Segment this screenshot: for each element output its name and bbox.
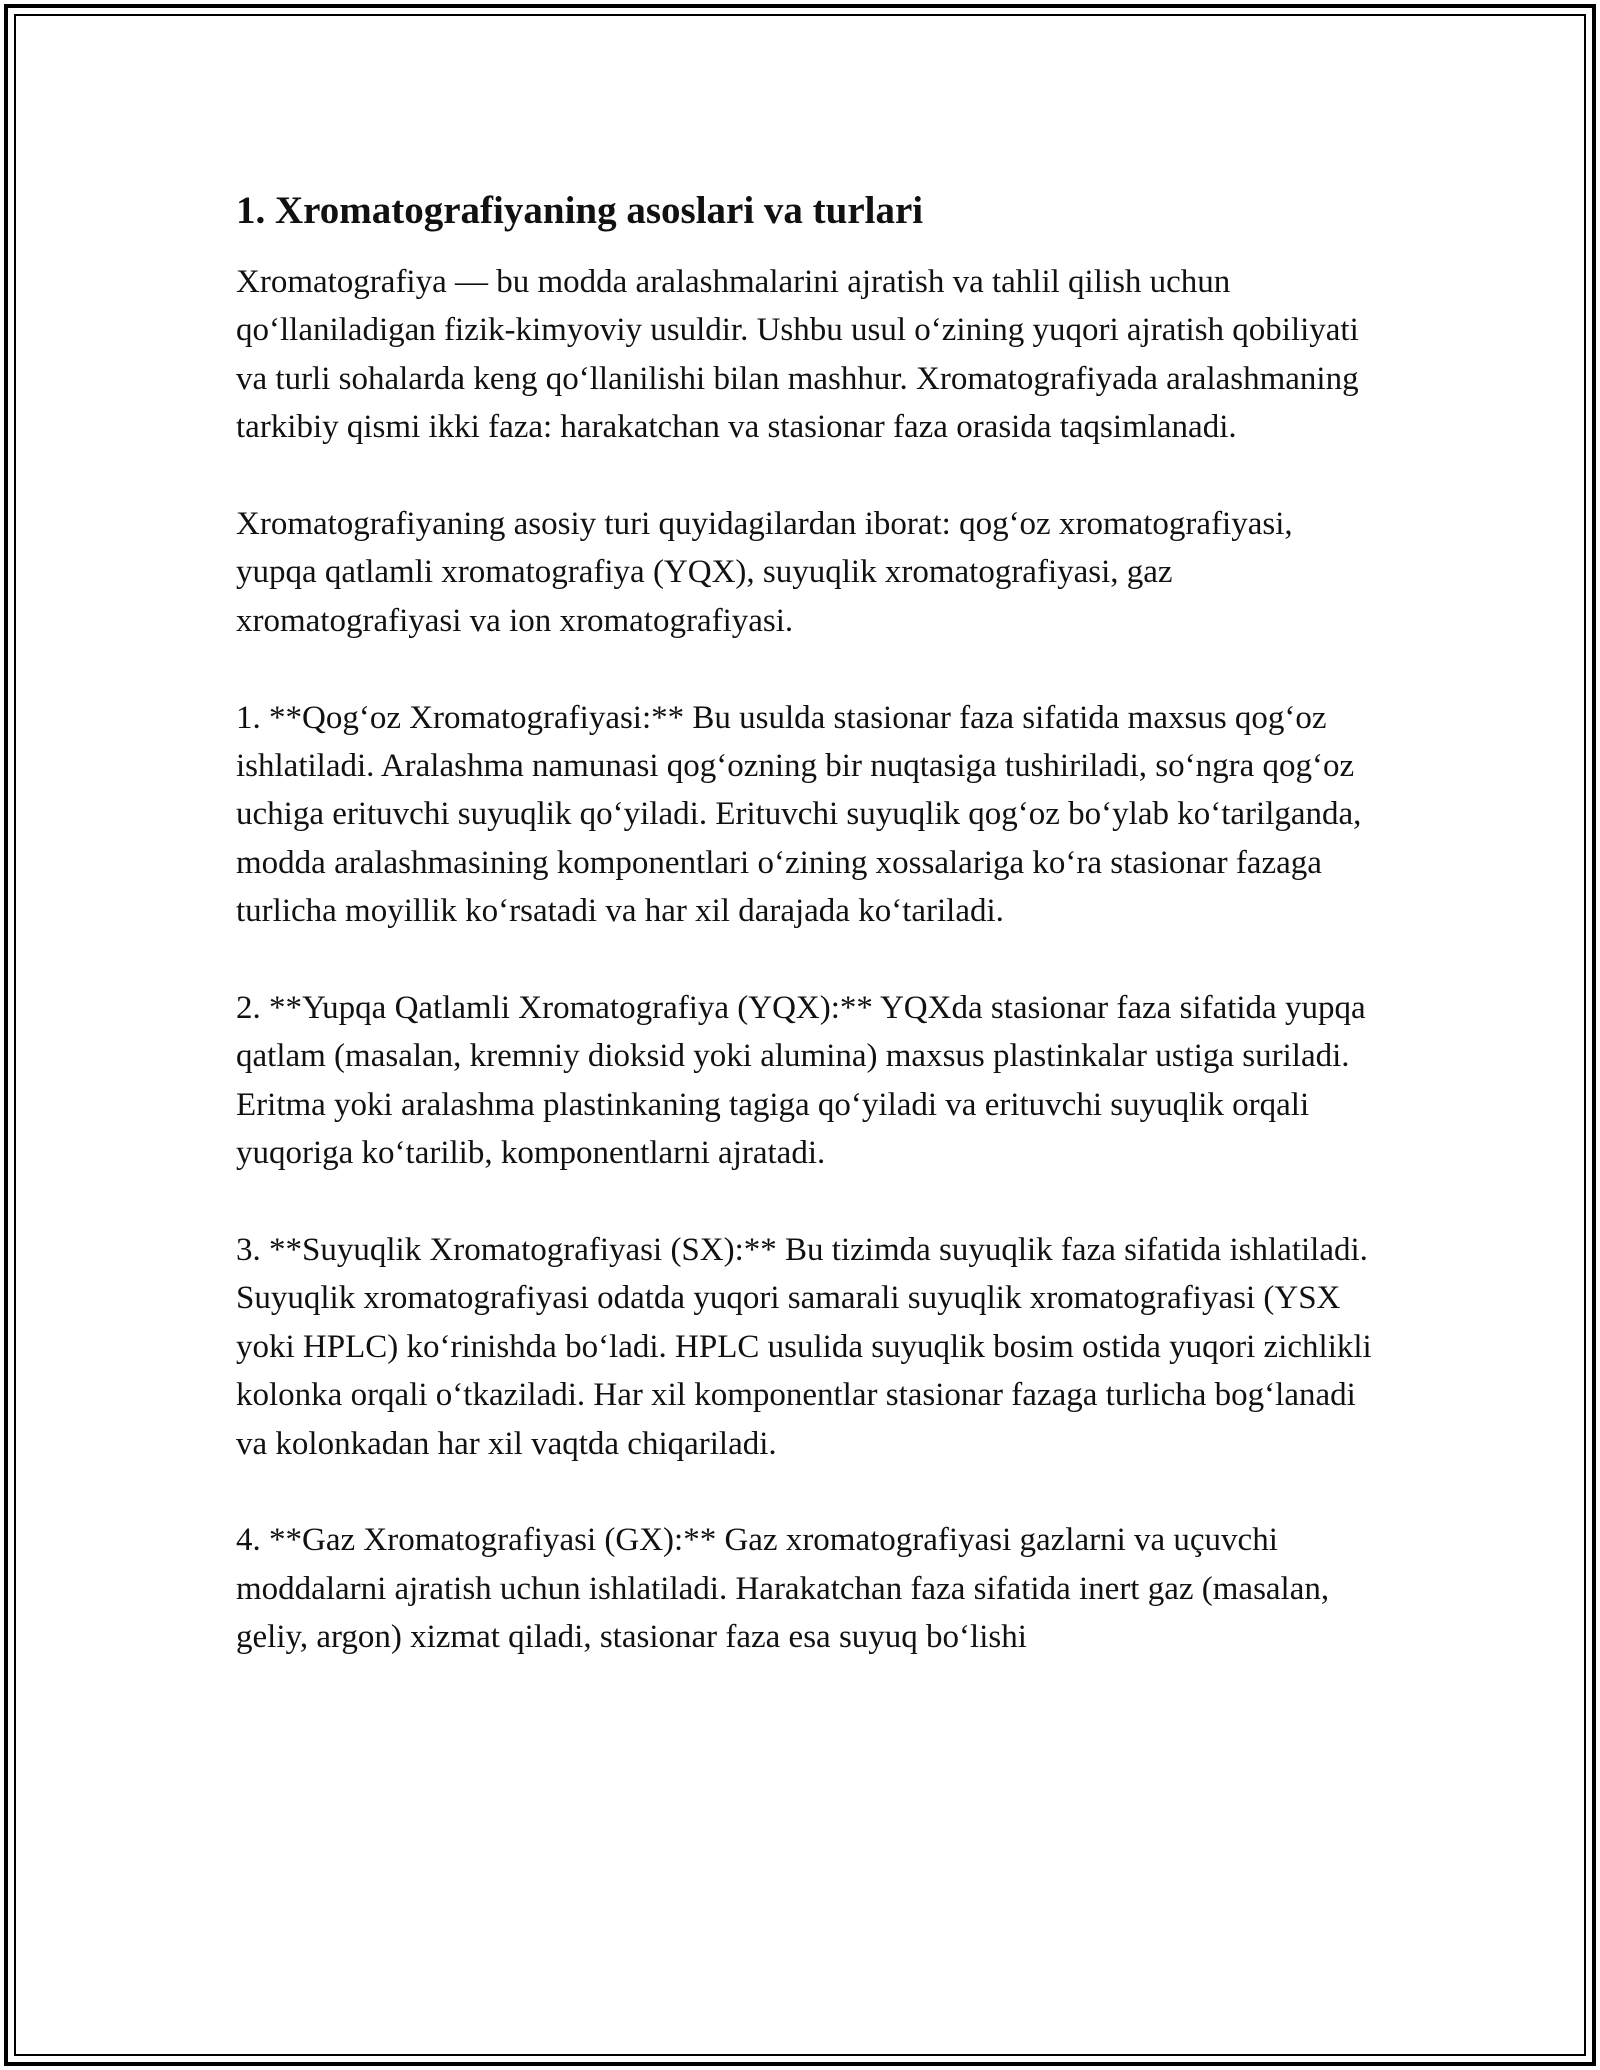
paragraph-intro: Xromatografiya — bu modda aralashmalarini ajratish va tahlil qilish uchun qo‘llaniladigan fizik-kimyoviy usuldir. Ushbu usul o‘zining yuqori ajratish qobiliyati va turli sohalarda keng qo‘llanilishi bilan mashhur. Xromatografiyada aralashmaning tarkibiy qismi ikki faza: harakatchan va stasionar faza orasida taqsimlanadi.: [236, 264, 1359, 446]
paragraph-liquid-chromatography: 3. **Suyuqlik Xromatografiyasi (SX):** Bu tizimda suyuqlik faza sifatida ishlatiladi. Suyuqlik xromatografiyasi odatda yuqori samarali suyuqlik xromatografiyasi (YSX yoki HPLC) ko‘rinishda bo‘ladi. HPLC usulida suyuqlik bosim ostida yuqori zichlikli kolonka orqali o‘tkaziladi. Har xil komponentlar stasionar fazaga turlicha bog‘lanadi va kolonkadan har xil vaqtda chiqariladi.: [236, 1232, 1372, 1462]
document-body: [236, 186, 1376, 1662]
paragraph-types: Xromatografiyaning asosiy turi quyidagilardan iborat: qog‘oz xromatografiyasi, yupqa qatlamli xromatografiya (YQX), suyuqlik xromatografiyasi, gaz xromatografiyasi va ion xromatografiyasi.: [236, 506, 1293, 639]
document-title: 1. Xromatografiyaning asoslari va turlari: [236, 189, 924, 232]
paragraph-thin-layer-chromatography: 2. **Yupqa Qatlamli Xromatografiya (YQX):** YQXda stasionar faza sifatida yupqa qatlam (masalan, kremniy dioksid yoki alumina) maxsus plastinkalar ustiga suriladi. Eritma yoki aralashma plastinkaning tagiga qo‘yiladi va erituvchi suyuqlik orqali yuqoriga ko‘tarilib, komponentlarni ajratadi.: [236, 990, 1366, 1172]
paragraph-gas-chromatography: 4. **Gaz Xromatografiyasi (GX):** Gaz xromatografiyasi gazlarni va uçuvchi moddalarni ajratish uchun ishlatiladi. Harakatchan faza sifatida inert gaz (masalan, geliy, argon) xizmat qiladi, stasionar faza esa suyuq bo‘lishi: [236, 1522, 1330, 1656]
paragraph-paper-chromatography: 1. **Qog‘oz Xromatografiyasi:** Bu usulda stasionar faza sifatida maxsus qog‘oz ishlatiladi. Aralashma namunasi qog‘ozning bir nuqtasiga tushiriladi, so‘ngra qog‘oz uchiga erituvchi suyuqlik qo‘yiladi. Erituvchi suyuqlik qog‘oz bo‘ylab ko‘tarilganda, modda aralashmasining komponentlari o‘zining xossalariga ko‘ra stasionar fazaga turlicha moyillik ko‘rsatadi va har xil darajada ko‘tariladi.: [236, 699, 1362, 930]
